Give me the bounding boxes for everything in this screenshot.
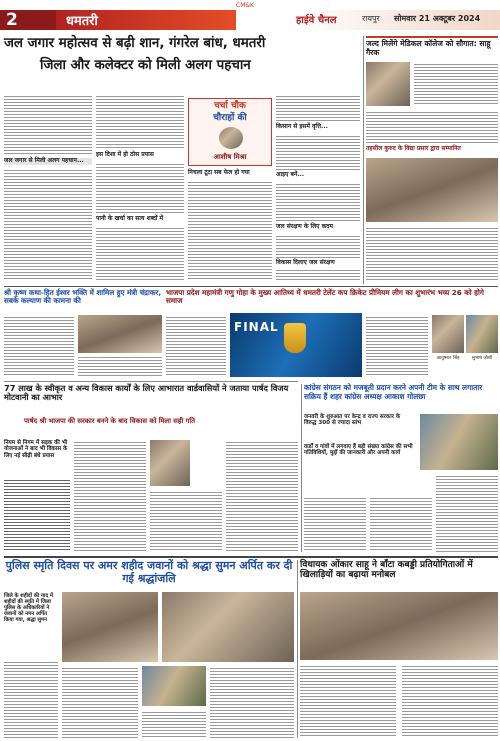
congress-text-1 <box>304 496 366 552</box>
congress-text-3 <box>436 474 498 552</box>
ward-text-3 <box>226 440 298 552</box>
column-box-line2: चौराहों की <box>213 113 247 123</box>
right-top-text-2 <box>366 110 498 144</box>
congress-bullet-1: जनवरी के शुरुआत पर केन्द्र व राज्य सरकार के विरुद्ध 300 से ज्यादा स्तंभ <box>304 414 401 427</box>
lead-col-4d <box>276 234 360 258</box>
section-bar <box>56 10 236 30</box>
paper-city: रायपुर <box>362 14 380 23</box>
police-sidebar: जिले के शहीदों की याद में शहीदों की स्मृति में जिला पुलिस के अधिकारियों ने जवानों को नमन अर्पित किया गया, श्रद्धा सुमन <box>4 593 53 623</box>
kabaddi-photo <box>300 592 498 660</box>
right-top-text-3 <box>366 226 498 282</box>
cricket-banner <box>230 313 362 377</box>
cricket-text <box>166 315 226 377</box>
kabaddi-story <box>300 560 498 738</box>
person-photo-1 <box>432 315 464 353</box>
banner-text: FINAL <box>234 320 279 334</box>
section-divider-2 <box>4 381 298 382</box>
right-top-story <box>366 36 498 284</box>
lead-headline-line2: जिला और कलेक्टर को मिली अलग पहचान <box>40 58 251 73</box>
ward-photo <box>150 440 190 486</box>
cmyk-mark: CM&K <box>236 2 254 9</box>
lead-sub-8: विकास दिलाए जल संरक्षण <box>276 259 335 266</box>
person-name-2: सुभाष जोशी <box>471 356 493 361</box>
police-text-3 <box>142 710 206 738</box>
lead-sub-2: इस दिशा में हो ठोस प्रयास <box>96 151 154 158</box>
column-box-line1: चर्चा चौक <box>214 101 246 111</box>
police-text-1 <box>4 660 58 738</box>
ward-text-1 <box>74 440 146 552</box>
column-box <box>188 98 272 166</box>
column-divider-kabaddi <box>297 560 298 738</box>
congress-headline: कांग्रेस संगठन को मजबूती प्रदान करने अपनी टीम के साथ लगातार सक्रिय हैं शहर कांग्रेस अध्यक्ष आकाश गोलछा <box>304 383 483 401</box>
page-number: 2 <box>6 10 18 30</box>
page-number-box <box>0 10 58 30</box>
right-top-text-1 <box>414 62 498 106</box>
krishna-text <box>4 315 74 377</box>
lead-sub-6: आइए बनें... <box>276 171 305 178</box>
right-top-accent <box>366 36 498 38</box>
lead-col-1 <box>4 94 92 156</box>
kabaddi-text-1 <box>300 664 396 738</box>
column-divider-right <box>363 36 364 284</box>
congress-photo <box>420 414 498 470</box>
person-photo-2 <box>466 315 498 353</box>
lead-col-4e <box>276 268 360 280</box>
column-divider-congress <box>301 384 302 552</box>
police-photo-1 <box>62 592 158 662</box>
lead-headline-block <box>4 36 360 90</box>
lead-col-4 <box>276 94 360 122</box>
lead-col-4b <box>276 134 360 170</box>
section-title: धमतरी <box>66 14 98 29</box>
congress-text-2 <box>370 496 432 552</box>
right-top-headline: जल्द मिलेंगे मेडिकल कॉलेज को सौगात: साहू गैरक <box>366 39 491 57</box>
person-name-1: आयुष्मान सिंह <box>436 356 460 361</box>
right-top-photo-1 <box>366 62 410 106</box>
nigam-headline: नियम से निगम में सड़क की भी योजनाओं ने बाद भी विकास के लिए नई सीढ़ी बंधे प्रयास <box>4 440 68 459</box>
lead-sub-5: पानी के खर्चा का सत्य शब्दों में <box>96 215 164 222</box>
lead-sub-7: जल संरक्षण के लिए कदम <box>276 223 333 230</box>
paper-name-group <box>296 10 500 30</box>
kabaddi-headline: विधायक ओंकार साहू ने बाँटा कबड्डी प्रतियोगिताओं में खिलाड़ियों का बढ़ाया मनोबल <box>300 560 473 581</box>
cricket-text-2 <box>366 315 428 377</box>
congress-bullets <box>304 414 414 494</box>
trophy-icon <box>284 323 306 353</box>
police-photo-3 <box>142 666 206 706</box>
right-top-photo-2 <box>366 158 498 222</box>
ward-body <box>4 440 298 552</box>
police-text-2 <box>62 666 138 738</box>
lead-sub-1: जल जगार से मिली अलग पहचान... <box>4 158 92 165</box>
lead-headline-line1: जल जगार महोत्सव से बढ़ी शान, गंगरेल बांध, धमतरी <box>4 36 266 51</box>
police-photo-2 <box>162 592 294 662</box>
lead-col-2b <box>96 162 184 214</box>
columnist-photo <box>219 127 243 149</box>
cricket-story <box>166 289 498 379</box>
cricket-headline: भाजपा प्रदेश महामंत्री गणु गोहा के मुख्य आतिथ्य में धमतरी टेलेंट कप क्रिकेट प्रीमियम लीग का शुभारंभ भव्य 26 को होगे समाज <box>166 288 484 306</box>
nigam-text <box>4 478 70 552</box>
lead-sub-4: किसान से इसमें वृत्ति... <box>276 123 328 130</box>
section-divider-3 <box>4 556 498 558</box>
kabaddi-text-2 <box>402 664 498 738</box>
ward-sub: पार्षद श्री भाजपा की सरकार बनने के बाद विकास को मिला सही गति <box>24 417 196 425</box>
ward-headline: 77 लाख के स्वीकृत व अन्य विकास कार्यों के लिए आभारात वार्डवासियों ने जताया पार्षद विजय मोटवानी का आभार <box>4 383 289 403</box>
columnist-name: आशीष मिश्रा <box>213 153 247 161</box>
police-text-4 <box>210 666 294 738</box>
section-divider-1 <box>4 286 498 287</box>
police-story <box>4 560 294 738</box>
congress-story <box>304 384 498 552</box>
krishna-story <box>4 289 162 379</box>
lead-col-2 <box>96 94 184 150</box>
ward-text-2 <box>150 490 222 552</box>
krishna-headline: श्री कृष्ण कथा-हित ईश्वर भक्ति में शामिल हुए मंत्री चंद्राकर, सबके कल्याण की कामना की <box>4 288 162 306</box>
congress-bullet-2: वार्डों व गांवों में लगवाए हैं बड़ी संख्या कांग्रेस की सभी गतिविधियों, मुद्दों की जानकारी और अपनी कार्य <box>304 444 413 457</box>
lead-sub-3: निचला टूटा सब फेल हो गया <box>188 169 250 176</box>
person-card-1 <box>432 315 464 377</box>
police-headline: पुलिस स्मृति दिवस पर अमर शहीद जवानों को श्रद्धा सुमन अर्पित कर दी गई श्रद्धांजलि <box>5 559 293 585</box>
lead-col-1b <box>4 168 92 280</box>
issue-date: सोमवार 21 अक्टूबर 2024 <box>394 14 481 23</box>
lead-body <box>4 94 360 282</box>
lead-col-4c <box>276 182 360 222</box>
paper-name: हाईवे चैनल <box>296 15 337 26</box>
krishna-photo <box>78 315 162 353</box>
person-card-2 <box>466 315 498 377</box>
krishna-text-2 <box>78 355 162 377</box>
lead-col-2c <box>96 226 184 280</box>
masthead <box>0 2 500 32</box>
right-top-sub: तहसील कुरुद के विद्या प्रसार द्वारा सम्मानित <box>366 145 461 152</box>
lead-col-3 <box>188 180 272 280</box>
